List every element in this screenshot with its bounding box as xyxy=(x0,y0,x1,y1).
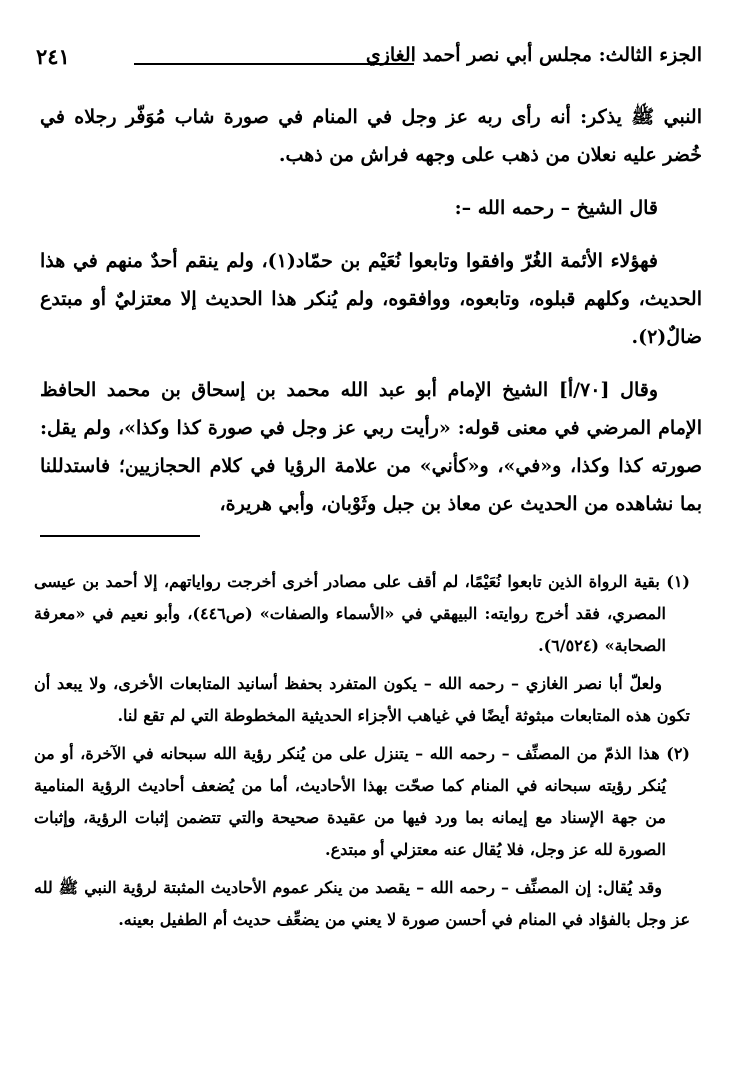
footnote-separator xyxy=(40,535,200,537)
footnote: وقد يُقال: إن المصنِّف – رحمه الله – يقصد من ينكر عموم الأحاديث المثبتة لرؤية النبي ﷺ لله عز وجل بالفؤاد في المنام في أحسن صورة لا يعني من يضعِّف حديث أم الطفيل بعينه. xyxy=(34,878,690,929)
page-number: ٢٤١ xyxy=(36,44,70,69)
footnote: ولعلّ أبا نصر الغازي – رحمه الله – يكون المتفرد بحفظ أسانيد المتابعات الأخرى، ولا يبعد أن تكون هذه المتابعات مبثوثة أيضًا في غياهب الأجزاء الحديثية المخطوطة التي لم تقع لنا. xyxy=(34,674,690,725)
footnotes xyxy=(34,566,690,942)
paragraph: وقال [٧٠/أ] الشيخ الإمام أبو عبد الله محمد بن إسحاق بن محمد الحافظ الإمام المرضي في معنى قوله: «رأيت ربي عز وجل في صورة كذا وكذا»، ولم يقل: صورته كذا وكذا، و«في»، و«كأني» من علامة الرؤيا في كلام الحجازيين؛ فاستدللنا بما نشاهده من الحديث عن معاذ بن جبل وثَوْبان، وأبي هريرة، xyxy=(40,379,702,515)
main-text xyxy=(40,98,702,538)
running-title: الجزء الثالث: مجلس أبي نصر أحمد الغازي xyxy=(365,44,702,66)
paragraph: قال الشيخ – رحمه الله –: xyxy=(454,197,658,219)
footnote: (٢) هذا الذمّ من المصنِّف – رحمه الله – يتنزل على من يُنكر رؤية الله سبحانه في الآخرة، أو من يُنكر رؤيته سبحانه في المنام كما صحّت بهذا الأحاديث، أما من يُضعف أحاديث الرؤية المنامية من جهة الإسناد مع إيمانه بما ورد فيها من عقيدة صحيحة والتي تتضمن إثبات الرؤية، وإثبات الصورة لله عز وجل، فلا يُقال عنه معتزلي أو مبتدع. xyxy=(34,744,690,859)
page-header xyxy=(36,44,702,74)
header-rule xyxy=(134,63,414,65)
paragraph: فهؤلاء الأئمة الغُرّ وافقوا وتابعوا نُعَيْم بن حمّاد(١)، ولم ينقم أحدٌ منهم في هذا الحديث، وكلهم قبلوه، وتابعوه، ووافقوه، ولم يُنكر هذا الحديث إلا معتزليٌ أو مبتدع ضالٌ(٢). xyxy=(40,250,702,348)
paragraph: النبي ﷺ يذكر: أنه رأى ربه عز وجل في المنام في صورة شاب مُوَفّر رجلاه في خُضر عليه نعلان من ذهب على وجهه فراش من ذهب. xyxy=(40,106,702,166)
footnote: (١) بقية الرواة الذين تابعوا نُعَيْمًا، لم أقف على مصادر أخرى أخرجت رواياتهم، إلا أحمد بن عيسى المصري، فقد أخرج روايته: البيهقي في «الأسماء والصفات» (ص٤٤٦)، وأبو نعيم في «معرفة الصحابة» (٦/٥٢٤). xyxy=(34,572,690,655)
